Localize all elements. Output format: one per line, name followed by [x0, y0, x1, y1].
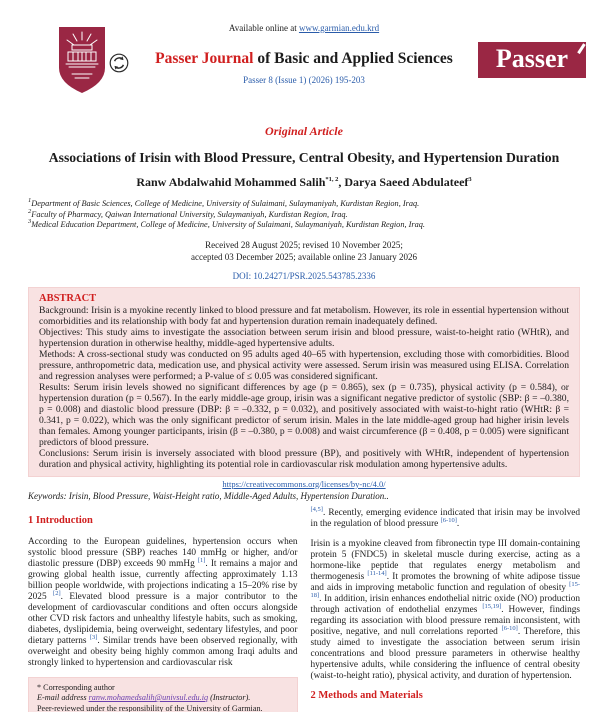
abstract-objectives: Objectives: This study aims to investigate the association between serum irisin and blood pressure, waist-to-height ratio (WHtR), and hypertension duration in otherwise healthy, middle-aged hypertensive adults.: [39, 326, 569, 349]
affiliation-1: $^1$Department of Basic Sciences, College of Medicine, University of Sulaimani, Sulaymaniyah, Kurdistan Region, Iraq.: [28, 197, 420, 208]
article-title: Associations of Irisin with Blood Pressure, Central Obesity, and Hypertension Duration: [48, 150, 560, 165]
introduction-paragraph-2: [4,5]. Recently, emerging evidence indicated that irisin may be involved in the regulation of blood pressure [6-10].: [310, 505, 580, 529]
passer-logo-accent-mark: [577, 43, 585, 54]
footnote-email-line: [37, 693, 289, 704]
footnote-email-suffix: (Instructor).: [208, 693, 251, 702]
journal-citation-line: Passer 8 (Issue 1) (2026) 195-203: [243, 75, 365, 85]
affiliation-3: $^3$Medical Education Department, College of Medicine, University of Sulaimani, Sulaymaniyah, Kurdistan Region, Iraq.: [28, 218, 425, 229]
shield-icon: [58, 26, 106, 94]
author-email-link[interactable]: ranw.mohamedsalih@univsul.edu.iq: [88, 693, 209, 702]
passer-logo-text: Passer: [495, 44, 569, 73]
affiliation-2: $^2$Faculty of Pharmacy, Qaiwan International University, Sulaymaniyah, Kurdistan Region, Iraq.: [28, 207, 348, 219]
introduction-heading: 1 Introduction: [28, 514, 93, 526]
right-column: [311, 506, 581, 702]
footnote-email-prefix: E-mail address: [37, 693, 89, 702]
keywords-line: Keywords: Irisin, Blood Pressure, Waist-Height ratio, Middle-Aged Adults, Hypertension Duration..: [28, 490, 389, 501]
article-type-label: Original Article: [265, 124, 343, 138]
passer-logo: [478, 42, 586, 78]
methods-heading: 2 Methods and Materials: [310, 689, 423, 701]
footnote-peer-review: Peer-reviewed under the responsibility of the University of Garmian.: [37, 703, 263, 712]
journal-title-name: Passer Journal: [155, 50, 254, 67]
available-online-text: Available online at: [228, 23, 299, 33]
doi-link[interactable]: DOI: 10.24271/PSR.2025.543785.2336: [232, 270, 376, 281]
journal-header: [136, 50, 472, 85]
history-line-2: accepted 03 December 2025; available online 23 January 2026: [191, 251, 417, 262]
refresh-arrows-icon: [109, 53, 129, 73]
abstract-methods: Methods: A cross-sectional study was conducted on 95 adults aged 40–65 with hypertension, excluding those with comorbidities. Blood pressure, anthropometric data, medication use, and physical activity were assessed. Serum irisin was measured using ELISA. Correlation and regression analyses were performed; a P-value of ≤ 0.05 was considered significant.: [39, 348, 569, 382]
history-line-1: Received 28 August 2025; revised 10 November 2025;: [205, 239, 403, 250]
introduction-paragraph-1: According to the European guidelines, hypertension occurs when systolic blood pressure (SBP) reaches 140 mmHg or higher, and/or diastolic pressure (DBP) exceeds 90 mmHg [1]. It remains a major and growing global health issue, currently affecting approximately 1.13 billion people worldwide, with projections indicating a 15–20% rise by 2025 [2]. Elevated blood pressure is a major contributor to the development of cardiovascular conditions and often occurs alongside other CVD risk factors and unhealthy lifestyle habits, such as smoking, diabetes, dyslipidemia, being overweight, sedentary lifestyles, and poor dietary patterns [3]. Similar trends have been observed regionally, with overweight and obesity being highly common among Iraqi adults and strongly linked to hypertension and cardiovascular risk: [28, 536, 298, 668]
introduction-paragraph-3: Irisin is a myokine cleaved from fibronectin type III domain-containing protein 5 (FNDC5) in skeletal muscle during exercise, acting as a hormone-like peptide that regulates energy metabolism and thermogenesis [11-14]. It promotes the browning of white adipose tissue and aids in improving metabolic function and regulation of obesity [15-18]. In addition, irisin enhances endothelial nitric oxide (NO) production through activation of endothelial enzymes [15,19]. However, findings regarding its association with blood pressure remain inconsistent, with positive, negative, and null correlations reported [6-10]. Therefore, this study aimed to investigate the association between serum irisin concentrations and blood pressure parameters in otherwise healthy hypertensive adults, while considering the influence of central obesity (waist-to-height ratio), physical activity, and duration of hypertension.: [310, 538, 580, 681]
left-column: [28, 506, 298, 712]
two-column-body: [28, 506, 580, 712]
journal-website-link[interactable]: www.garmian.edu.krd: [298, 23, 380, 33]
corresponding-author-footnote: [28, 677, 298, 712]
university-shield-logo: [58, 26, 106, 94]
circular-arrows-icon: [109, 53, 129, 73]
journal-title: [136, 50, 472, 68]
abstract-heading: ABSTRACT: [39, 292, 97, 304]
article-history: [0, 239, 608, 263]
abstract-background: Background: Irisin is a myokine recently linked to blood pressure and fat metabolism. However, its role in essential hypertension without comorbidities and its relationship with body fat and hypertension duration remain inadequately defined.: [39, 304, 569, 327]
abstract-box: [28, 287, 580, 477]
creative-commons-link[interactable]: https://creativecommons.org/licenses/by-nc/4.0/: [222, 478, 386, 489]
journal-title-rest: of Basic and Applied Sciences: [253, 50, 453, 67]
affiliations-block: [28, 199, 580, 231]
article-content: [0, 112, 608, 712]
authors-line: Ranw Abdalwahid Mohammed Salih$^{*1, 2}$, Darya Saeed Abdulateef$^3$: [136, 175, 472, 189]
footnote-corresponding-author: * Corresponding author: [37, 682, 115, 692]
license-line: [0, 479, 608, 489]
abstract-conclusions: Conclusions: Serum irisin is inversely associated with blood pressure (BP), and positively with WHtR, independent of hypertension duration and physical activity, highlighting its potential role in cardiovascular risk modulation among hypertensive adults.: [39, 447, 569, 470]
doi-line: [0, 271, 608, 281]
abstract-results: Results: Serum irisin levels showed no significant differences by age (p = 0.865), sex (p = 0.735), physical activity (p = 0.584), or hypertension duration (p = 0.567). In the early middle-age group, irisin was a significant negative predictor of systolic (SBP: β = –0.380, p = 0.008) and diastolic blood pressure (DBP: β = –0.332, p = 0.032), and positively associated with waist-to-hight ratio (WHtR: β = 0.341, p = 0.022), which was the only significant predictor of serum irisin. Males in the late middle-aged group had higher irisin levels than females. Among younger participants, irisin (β = –0.380, p = 0.008) and waist circumference (β = 0.408, p = 0.005) were significant predictors of blood pressure.: [39, 381, 569, 448]
